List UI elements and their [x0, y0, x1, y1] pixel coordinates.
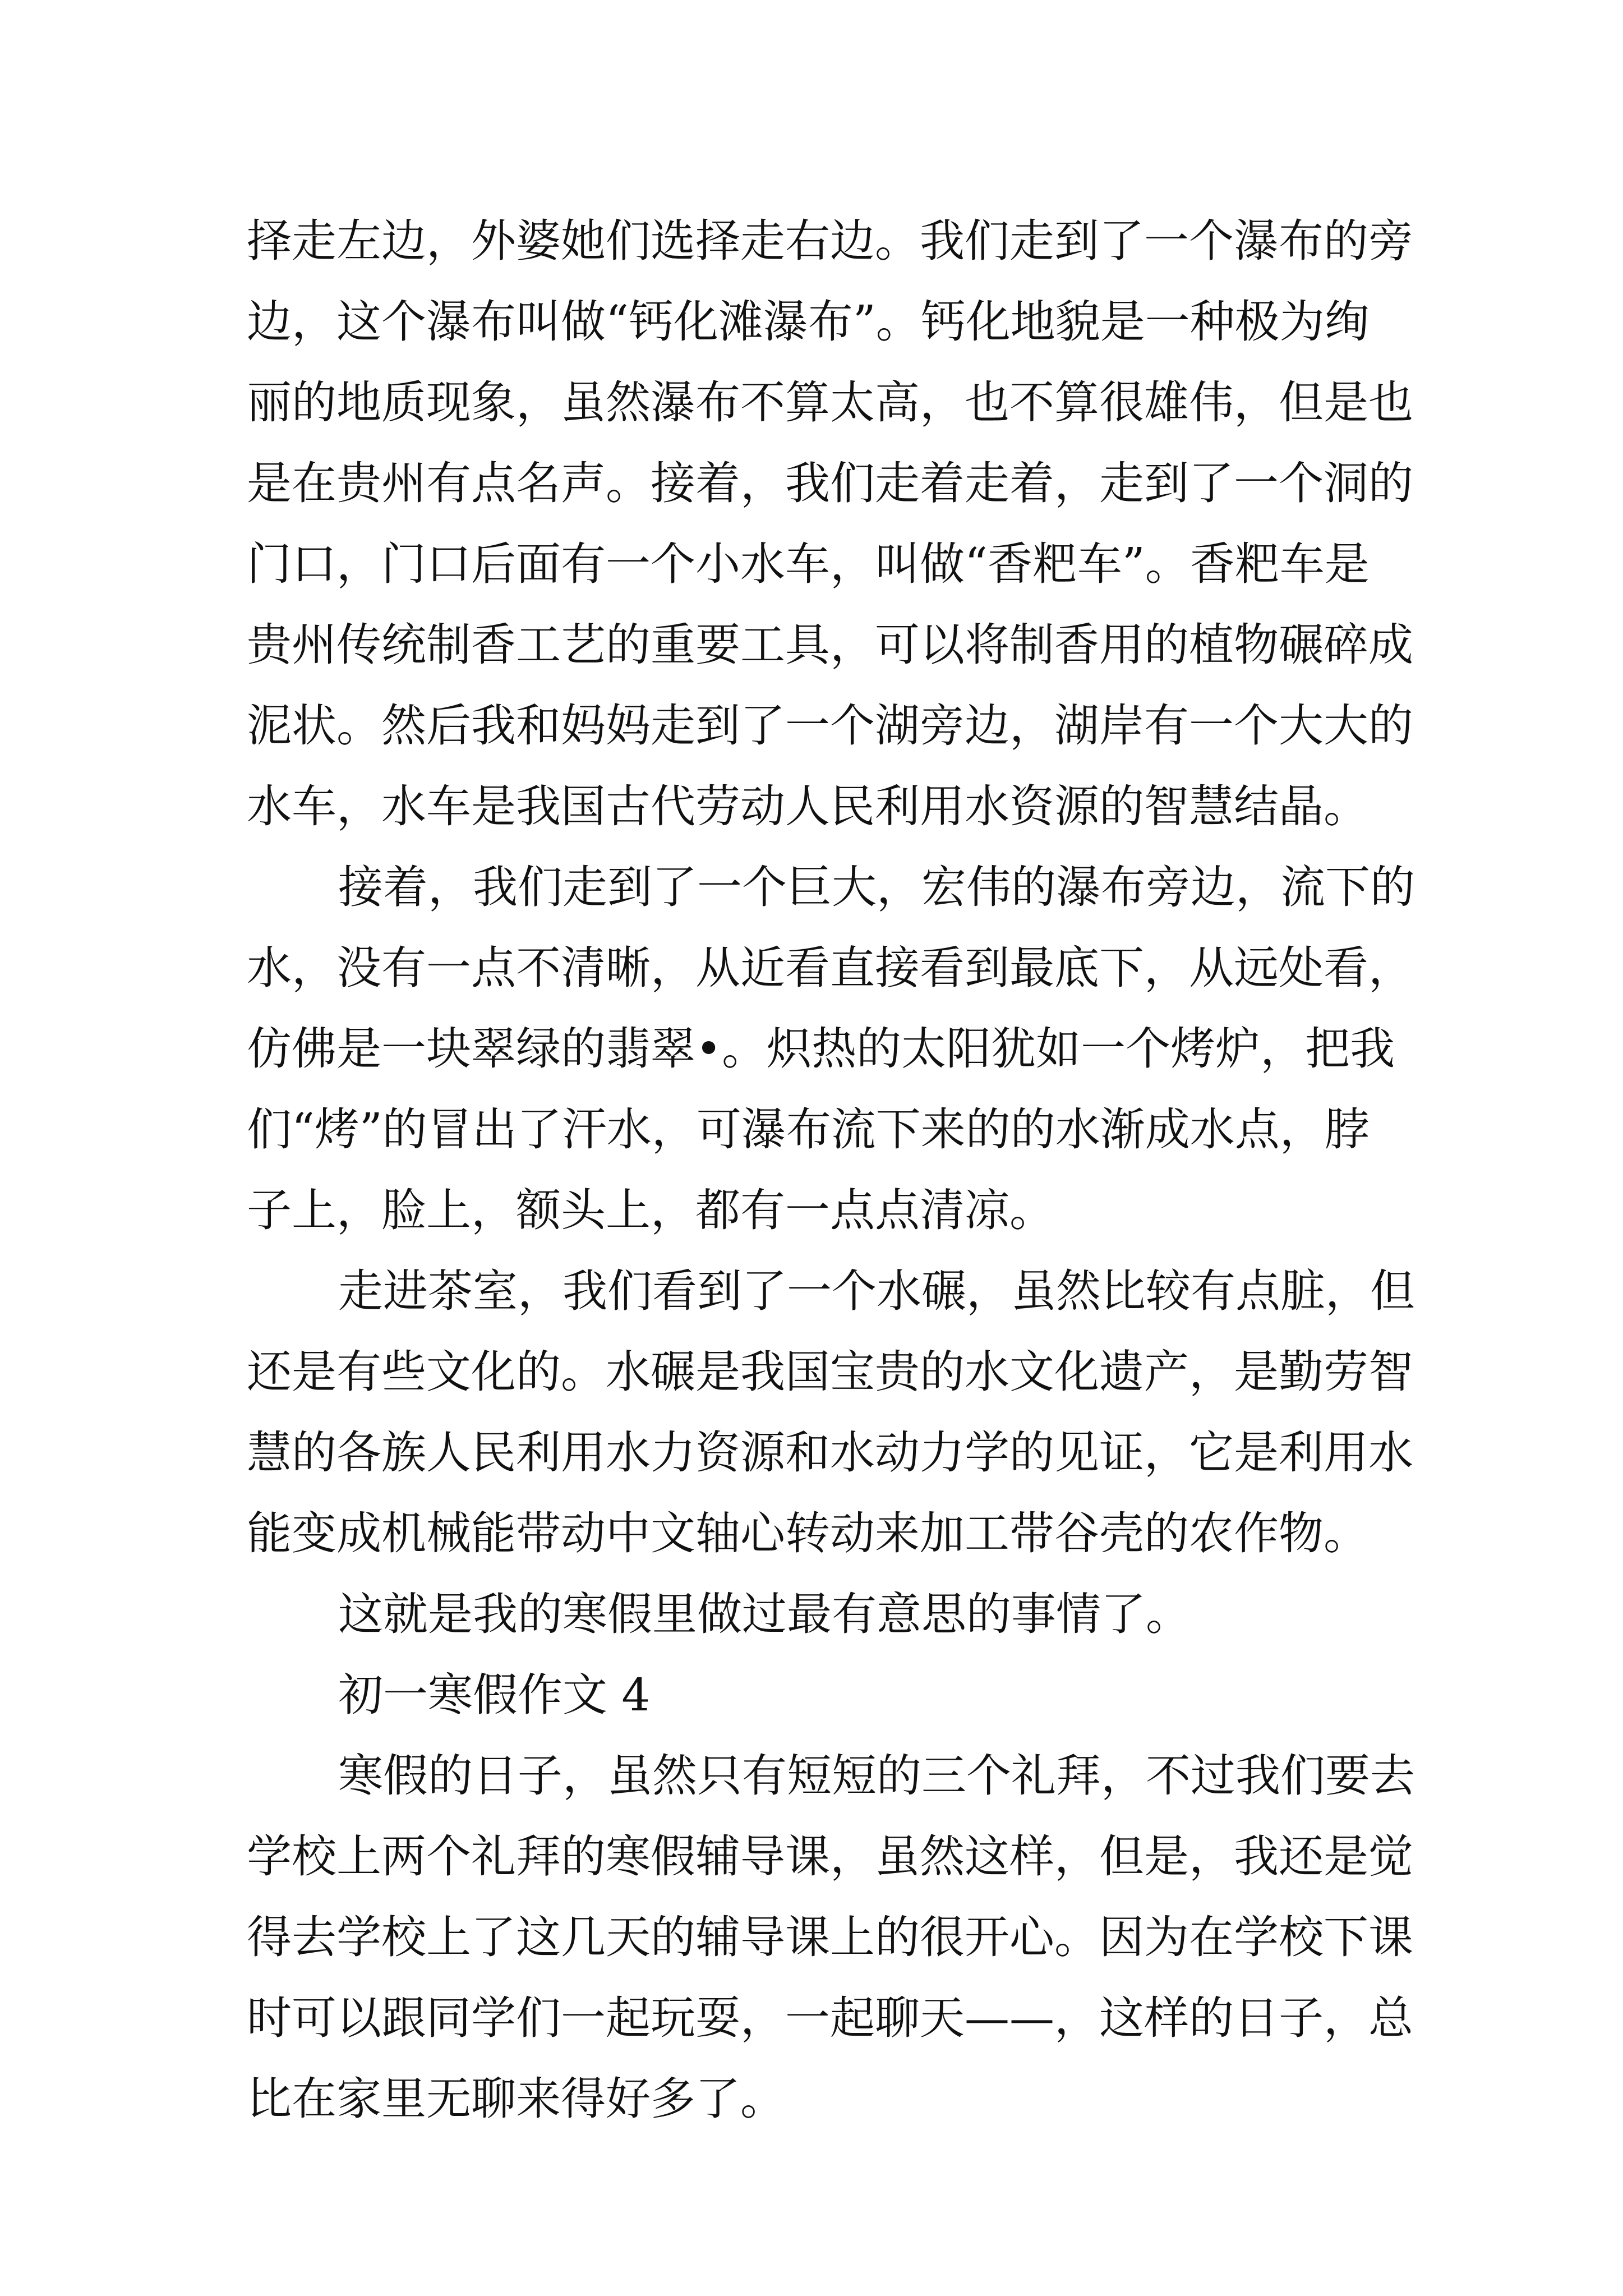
text-line: 丽的地质现象，虽然瀑布不算太高，也不算很雄伟，但是也 [247, 376, 1413, 429]
text-line: 门口，门口后面有一个小水车，叫做“香粑车”。香粑车是 [247, 538, 1370, 590]
text-line: 学校上两个礼拜的寒假辅导课，虽然这样，但是，我还是觉 [247, 1830, 1413, 1883]
text-line: 走进茶室，我们看到了一个水碾，虽然比较有点脏，但 [338, 1265, 1415, 1317]
text-line: 得去学校上了这几天的辅导课上的很开心。因为在学校下课 [247, 1911, 1413, 1963]
text-line: 贵州传统制香工艺的重要工具，可以将制香用的植物碾碎成 [247, 619, 1413, 671]
text-line: 择走左边，外婆她们选择走右边。我们走到了一个瀑布的旁 [247, 215, 1413, 267]
text-line: 慧的各族人民利用水力资源和水动力学的见证，它是利用水 [247, 1427, 1413, 1479]
text-line: 水车，水车是我国古代劳动人民利用水资源的智慧结晶。 [247, 780, 1368, 832]
text-line: 比在家里无聊来得好多了。 [247, 2073, 785, 2125]
text-line: 能变成机械能带动中文轴心转动来加工带谷壳的农作物。 [247, 1507, 1368, 1559]
text-line: 泥状。然后我和妈妈走到了一个湖旁边，湖岸有一个大大的 [247, 700, 1413, 752]
text-line: 寒假的日子，虽然只有短短的三个礼拜，不过我们要去 [338, 1750, 1415, 1802]
section-heading: 初一寒假作文 4 [338, 1669, 651, 1721]
text-line: 仿佛是一块翠绿的翡翠•。炽热的太阳犹如一个烤炉，把我 [247, 1023, 1395, 1075]
text-line: 还是有些文化的。水碾是我国宝贵的水文化遗产，是勤劳智 [247, 1346, 1413, 1398]
text-line: 是在贵州有点名声。接着，我们走着走着，走到了一个洞的 [247, 457, 1413, 509]
text-line: 边，这个瀑布叫做“钙化滩瀑布”。钙化地貌是一种极为绚 [247, 296, 1370, 348]
text-line: 们“烤”的冒出了汗水，可瀑布流下来的的水渐成水点，脖 [247, 1103, 1370, 1156]
text-line: 接着，我们走到了一个巨大，宏伟的瀑布旁边，流下的 [338, 861, 1415, 913]
text-line: 子上，脸上，额头上，都有一点点清凉。 [247, 1184, 1054, 1236]
text-line: 这就是我的寒假里做过最有意思的事情了。 [338, 1588, 1191, 1640]
text-line: 时可以跟同学们一起玩耍，一起聊天——，这样的日子，总 [247, 1992, 1413, 2044]
text-line: 水，没有一点不清晰，从近看直接看到最底下，从远处看， [247, 942, 1413, 994]
